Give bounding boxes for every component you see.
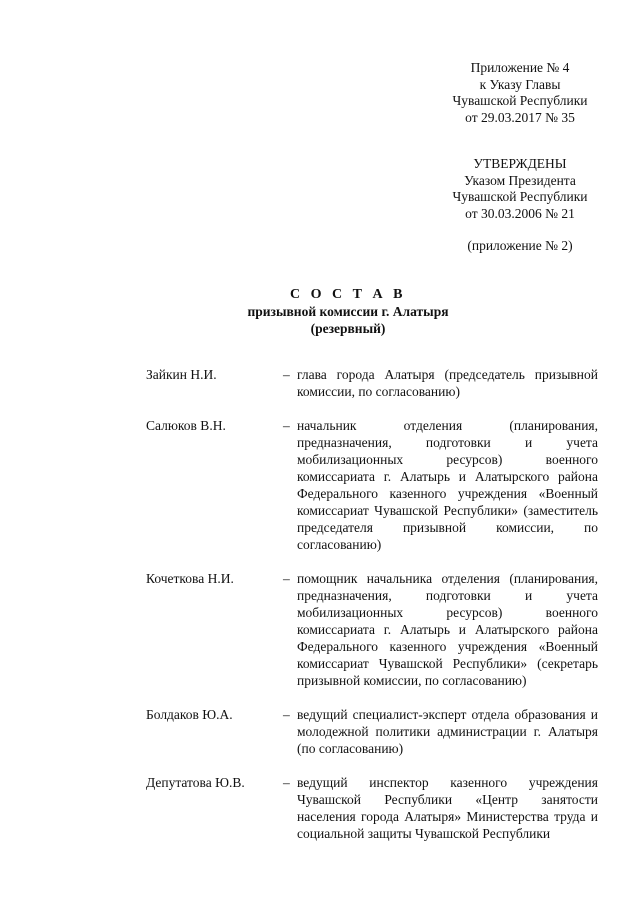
annex-note: [440, 238, 600, 255]
approval-stamp: [440, 156, 600, 222]
member-dash: –: [283, 367, 290, 382]
member-role: глава города Алатыря (председатель призывной комиссии, по согласованию): [297, 367, 598, 399]
annex-republic: Чувашской Республики: [452, 93, 588, 108]
annex-decree: к Указу Главы: [479, 76, 561, 92]
approved-by: Указом Президента: [464, 172, 576, 188]
approved-heading: УТВЕРЖДЕНЫ: [473, 156, 567, 171]
member-row: [146, 570, 598, 689]
member-row: [146, 706, 598, 757]
annex-number: Приложение № 4: [470, 60, 570, 75]
member-name: Депутатова Ю.В.: [146, 775, 245, 790]
member-name: Зайкин Н.И.: [146, 367, 217, 382]
document-title: [0, 286, 640, 337]
title-heading: С О С Т А В: [290, 287, 406, 302]
approved-republic: Чувашской Республики: [452, 189, 588, 204]
title-subtitle: призывной комиссии г. Алатыря: [247, 304, 449, 319]
member-row: [146, 417, 598, 553]
member-role: начальник отделения (планирования, предназначения, подготовки и учета мобилизационных ресурсов) военного комиссариата г. Алатырь и Алатырского района Федерального казенного учреждения «Военный комиссариат Чувашской Республики» (заместитель председателя призывной комиссии, по согласованию): [297, 418, 598, 552]
member-dash: –: [283, 707, 290, 722]
member-dash: –: [283, 571, 290, 586]
annex-reference: [440, 60, 600, 126]
member-name: Кочеткова Н.И.: [146, 571, 234, 586]
member-role: ведущий инспектор казенного учреждения Чувашской Республики «Центр занятости населения города Алатыря» Министерства труда и социальной защиты Чувашской Республики: [297, 775, 598, 841]
member-role: помощник начальника отделения (планирования, предназначения, подготовки и учета мобилизационных ресурсов) военного комиссариата г. Алатырь и Алатырского района Федерального казенного учреждения «Военный комиссариат Чувашской Республики» (секретарь призывной комиссии, по согласованию): [297, 571, 598, 688]
approved-date: от 30.03.2006 № 21: [465, 205, 575, 221]
member-row: [146, 774, 598, 842]
member-row: [146, 366, 598, 400]
member-role: ведущий специалист-эксперт отдела образования и молодежной политики администрации г. Алатыря (по согласованию): [297, 707, 598, 756]
member-dash: –: [283, 775, 290, 790]
annex-date: от 29.03.2017 № 35: [465, 109, 575, 125]
member-name: Болдаков Ю.А.: [146, 707, 233, 722]
member-list: [146, 366, 598, 859]
annex-note-text: (приложение № 2): [467, 238, 573, 253]
member-name: Салюков В.Н.: [146, 418, 226, 433]
title-note: (резервный): [310, 321, 386, 336]
member-dash: –: [283, 418, 290, 433]
